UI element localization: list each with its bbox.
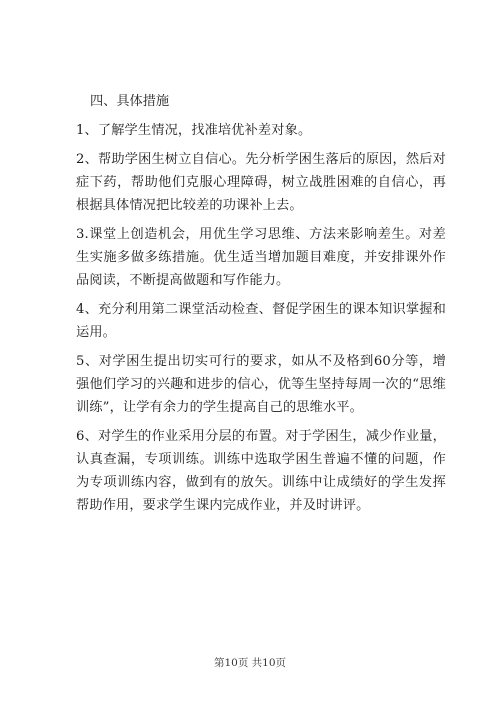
paragraph-3: 3.课堂上创造机会，用优生学习思维、方法来影响差生。对差生实施多做多练措施。优生适当增加题目难度，并安排课外作品阅读，不断提高做题和写作能力。 bbox=[76, 227, 446, 288]
document-body bbox=[76, 90, 446, 523]
page-footer: 第10页 共10页 bbox=[213, 657, 287, 669]
paragraph-2: 2、帮助学困生树立自信心。先分析学困生落后的原因，然后对症下药，帮助他们克服心理障碍，树立战胜困难的自信心，再根据具体情况把比较差的功课补上去。 bbox=[76, 152, 446, 213]
section-heading: 四、具体措施 bbox=[90, 94, 170, 109]
paragraph-4: 4、充分利用第二课堂活动检查、督促学困生的课本知识掌握和运用。 bbox=[76, 302, 446, 340]
paragraph-6: 6、对学生的作业采用分层的布置。对于学困生，减少作业量，认真查漏，专项训练。训练中选取学困生普遍不懂的问题，作为专项训练内容，做到有的放矢。训练中让成绩好的学生发挥帮助作用，要求学生课内完成作业，并及时讲评。 bbox=[76, 429, 446, 513]
paragraph-1: 1、了解学生情况，找准培优补差对象。 bbox=[76, 123, 312, 138]
paragraph-5: 5、对学困生提出切实可行的要求，如从不及格到60分等，增强他们学习的兴趣和进步的信心，优等生坚持每周一次的“思维训练”，让学有余力的学生提高自己的思维水平。 bbox=[76, 354, 446, 415]
